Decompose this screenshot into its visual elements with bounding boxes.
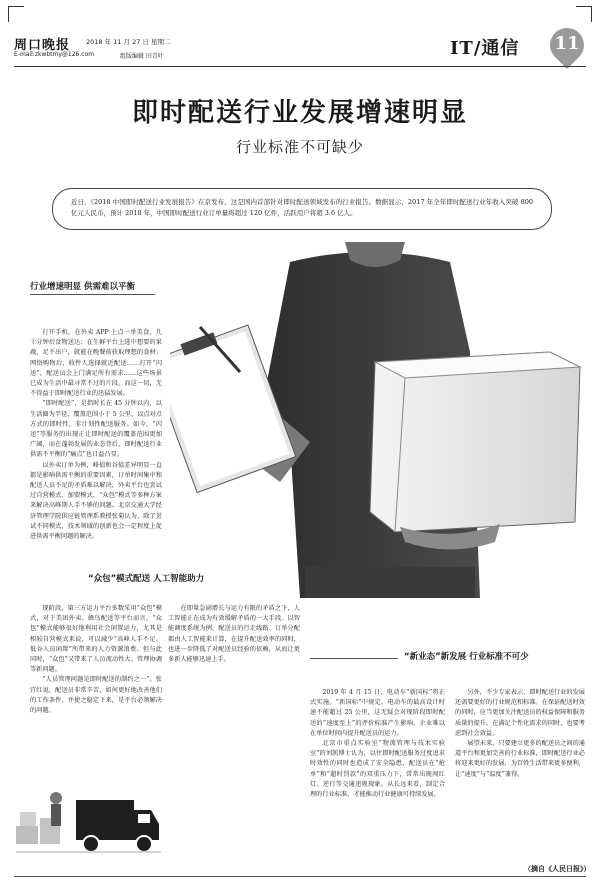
paragraph: 北京市重点实验室“物流管理与技术实验室”的刘凯博士认为，以往即时配送服务过度追求时效性的同时也造成了安全隐患，配送员在“抢单”和“超时罚款”的双重压力下，常常出现闯红灯、逆行等交通违规现象。从长远来看，制定合理的行业标准，才能推动行业健康可持续发展。 bbox=[310, 740, 445, 799]
masthead bbox=[0, 0, 600, 62]
article-column bbox=[30, 604, 162, 774]
delivery-truck-icon bbox=[16, 778, 161, 858]
paragraph: 展望未来，只要建立更多的配送员之间的通道平台和更加完善的行业标准，即时配送行业必将迎来更好的发展，为百姓生活带来更多便利，让“速度”与“温度”兼得。 bbox=[455, 740, 585, 778]
paragraph: 另外，不少专家表示，即时配送行业的发展还需要更好的行业规范和标准。在保证配送时效的同时，应当更加关注配送员的权益保障和服务质量的提升。在满足个性化需求的同时，也要考虑到社会效益。 bbox=[455, 689, 585, 737]
section-title: “新业态”新发展 行业标准不可少 bbox=[404, 652, 529, 662]
crop-mark-right bbox=[576, 6, 592, 22]
paragraph: 现阶段，第三方运力平台多数采用“众包”模式，对于美团外卖、蜂鸟配送等平台而言，“众包”模式能够很好地利用社会闲置运力，尤其是相较自营模式来说，可以减少“高峰人手不足、低谷人员闲置”所带来的人力资源浪费。但与此同时，“众包”又带来了人员流动性大、管理协调等新问题。 bbox=[30, 605, 162, 674]
section-rule bbox=[30, 294, 155, 295]
headline: 即时配送行业发展增速明显 bbox=[131, 98, 468, 128]
section-title: 行业增速明显 供需难以平衡 bbox=[30, 282, 135, 292]
paragraph: “人员管理问题是即时配送的制约之一”。张宜红说，配送员非常辛苦，如何更好地改善他们的工作条件，并使之稳定下来，是平台必须解决的问题。 bbox=[30, 676, 162, 715]
paragraph: 打开手机，在外卖 APP 上点一单美食，几十分钟后食物送达；在生鲜平台上选中想要的果蔬，足不出户，就能在晚餐前获取理想的食材；网络购物后，收件人选择就近配送……打开“闪送”，配送员会上门满足所有需求……这些场景已成为生活中最寻常不过的片段。而这一切，无不得益于即时配送行业的迅猛发展。 bbox=[30, 329, 162, 398]
masthead-rule bbox=[14, 66, 586, 67]
newspaper-logo: 周口晚报 bbox=[14, 38, 71, 53]
email: E-mail:zkwbtmy@126.com bbox=[14, 51, 95, 58]
section-name: IT/通信 bbox=[450, 38, 520, 59]
bottom-rule bbox=[14, 876, 586, 877]
article-column bbox=[455, 688, 585, 858]
section-rule bbox=[310, 658, 398, 659]
lead-paragraph: 近日，《2018 中国即时配送行业发展报告》在京发布，这是国内首部针对即时配送领域发布的行业报告。数据显示，2017 年全年即时配送行业年收入突破 800 亿元人民币，预计 2018 年，中国即时配送行业订单量将超过 120 亿件，活跃用户将超 3.6 亿人。 bbox=[52, 188, 552, 230]
courier-photo bbox=[170, 242, 590, 598]
page-number: 11 bbox=[554, 33, 580, 54]
paragraph: 在即量急剧增长与运力有限的矛盾之下，人工智能正在成为有效缓解矛盾的一大手段。以智能调度系统为例，配送员的行走线路、订单分配都由人工智能来计算，在提升配送效率的同时，也进一步降低了对配送员经验的依赖，从而让更多新人能够迅速上手。 bbox=[168, 605, 300, 664]
editors: 组版编辑 田青叶 bbox=[120, 53, 164, 60]
paragraph: “即时配送”，是指时长在 45 分钟以内，以生活圈为半径，覆盖范围小于 5 公里，以点对点方式的即时性、非计划性配送服务。如今，“闪送”等服务的出现正让即时配送的覆盖范围更加广阔，而在蓬勃发展的业态背后，即时配送行业供需不平衡的“痛点”也日益凸显。 bbox=[30, 400, 162, 459]
section-title: “众包”模式配送 人工智能助力 bbox=[88, 574, 205, 584]
article-column bbox=[30, 328, 162, 573]
dateline: 2018 年 11 月 27 日 星期二 bbox=[86, 38, 171, 46]
article-column bbox=[310, 688, 445, 858]
paragraph: 2019 年 4 月 15 日，电动车“新国标”将正式实施。“新国标”中规定，电动车的最高设计时速不能超过 25 公里，这无疑会对现阶段即时配送的“速度至上”的评价标准产生影响，企业难以在单位时间内提升配送员的运力。 bbox=[310, 689, 445, 737]
crop-mark-left bbox=[8, 6, 24, 22]
source-credit: （摘自《人民日报》） bbox=[524, 865, 591, 873]
subhead: 行业标准不可缺少 bbox=[235, 138, 364, 156]
trousers bbox=[305, 567, 475, 598]
package-box bbox=[370, 352, 580, 532]
article-column bbox=[168, 604, 300, 769]
paragraph: 以外卖订单为例，峰值和谷值差异明显一直都是影响供需平衡的重要因素，订单时间集中和配送人员不足的矛盾难以解决，外卖平台也尝试过自营模式、加盟模式、“众包”模式等多种方案来解决高峰期人手不够的问题。北京交通大学经济管理学院供应链管理系教授张菊认为，除了尝试不同模式，技术领域的创新也会一定程度上促进供需平衡问题的解决。 bbox=[30, 461, 162, 541]
